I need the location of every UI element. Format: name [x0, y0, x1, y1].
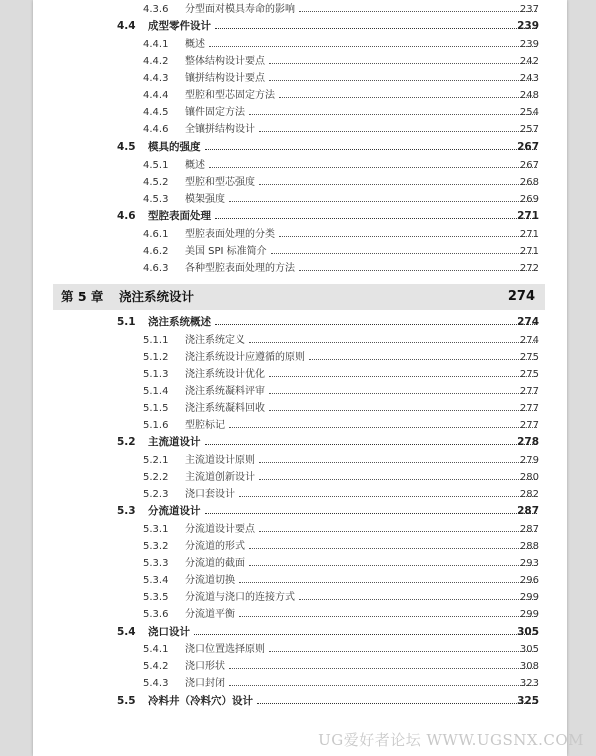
entry-page: 293	[519, 558, 539, 569]
entry-title: 概述	[185, 157, 209, 174]
entry-title: 分流道与浇口的连接方式	[185, 589, 299, 606]
entry-page: 288	[519, 541, 539, 552]
entry-number: 5.2.3	[143, 489, 169, 500]
toc-entry	[33, 486, 567, 503]
entry-page: 242	[519, 56, 539, 67]
entry-page: 308	[519, 661, 539, 672]
entry-page: 271	[519, 229, 539, 240]
entry-page: 299	[519, 592, 539, 603]
toc-entry	[33, 104, 567, 121]
entry-title: 浇口套设计	[185, 486, 239, 503]
entry-title: 镶件固定方法	[185, 104, 249, 121]
toc-section	[33, 693, 567, 710]
entry-number: 4.4.6	[143, 124, 169, 135]
entry-number: 5.2	[117, 436, 136, 448]
toc-entry	[33, 1, 567, 18]
entry-title: 整体结构设计要点	[185, 53, 269, 70]
entry-page: 277	[519, 420, 539, 431]
toc-entry	[33, 589, 567, 606]
entry-page: 323	[519, 678, 539, 689]
toc-entry	[33, 417, 567, 434]
entry-page: 254	[519, 107, 539, 118]
entry-page: 248	[519, 90, 539, 101]
toc-entry	[33, 606, 567, 623]
entry-title: 镶拼结构设计要点	[185, 70, 269, 87]
entry-page: 243	[519, 73, 539, 84]
entry-title: 模架强度	[185, 191, 229, 208]
entry-page: 278	[517, 436, 539, 448]
entry-page: 282	[519, 489, 539, 500]
toc-entry	[33, 469, 567, 486]
entry-page: 272	[519, 263, 539, 274]
entry-number: 5.1.4	[143, 386, 169, 397]
entry-title: 冷料井（冷料穴）设计	[148, 693, 257, 710]
entry-page: 271	[519, 246, 539, 257]
entry-page: 267	[517, 141, 539, 153]
entry-title: 浇注系统定义	[185, 332, 249, 349]
toc-entry	[33, 538, 567, 555]
entry-page: 269	[519, 194, 539, 205]
toc-entry	[33, 260, 567, 277]
chapter-title: 浇注系统设计	[119, 289, 195, 304]
toc-entry	[33, 191, 567, 208]
entry-number: 5.4.1	[143, 644, 169, 655]
entry-page: 296	[519, 575, 539, 586]
entry-number: 5.3.4	[143, 575, 169, 586]
toc-entry	[33, 383, 567, 400]
entry-title: 分型面对模具寿命的影响	[185, 1, 299, 18]
entry-title: 分流道设计	[148, 503, 205, 520]
toc-entry	[33, 555, 567, 572]
entry-number: 4.6.3	[143, 263, 169, 274]
entry-page: 287	[519, 524, 539, 535]
entry-page: 277	[519, 403, 539, 414]
toc-entry	[33, 87, 567, 104]
toc-entry	[33, 641, 567, 658]
entry-page: 299	[519, 609, 539, 620]
toc-section	[33, 314, 567, 331]
entry-number: 5.5	[117, 695, 136, 707]
entry-number: 5.4	[117, 626, 136, 638]
entry-page: 237	[519, 4, 539, 15]
toc-entry	[33, 36, 567, 53]
toc-entry	[33, 366, 567, 383]
entry-title: 型腔表面处理的分类	[185, 226, 279, 243]
entry-title: 浇注系统概述	[148, 314, 215, 331]
toc-entry	[33, 658, 567, 675]
toc-section	[33, 434, 567, 451]
entry-number: 4.3.6	[143, 4, 169, 15]
entry-page: 274	[519, 335, 539, 346]
entry-page: 271	[517, 210, 539, 222]
entry-page: 305	[519, 644, 539, 655]
toc-entry	[33, 400, 567, 417]
entry-number: 4.4	[117, 20, 136, 32]
entry-title: 浇口封闭	[185, 675, 229, 692]
entry-number: 5.3.3	[143, 558, 169, 569]
entry-number: 5.3.6	[143, 609, 169, 620]
toc-section	[33, 139, 567, 156]
entry-number: 5.3.5	[143, 592, 169, 603]
toc-entry	[33, 675, 567, 692]
toc-section	[33, 208, 567, 225]
entry-number: 4.4.2	[143, 56, 169, 67]
entry-number: 5.3.2	[143, 541, 169, 552]
watermark: UG爱好者论坛 WWW.UGSNX.COM	[318, 731, 584, 749]
entry-page: 305	[517, 626, 539, 638]
entry-title: 浇口设计	[148, 624, 194, 641]
entry-title: 型腔标记	[185, 417, 229, 434]
entry-number: 4.5	[117, 141, 136, 153]
entry-title: 型腔表面处理	[148, 208, 215, 225]
toc-entry	[33, 174, 567, 191]
entry-number: 4.4.1	[143, 39, 169, 50]
entry-title: 全镶拼结构设计	[185, 121, 259, 138]
toc-page	[33, 0, 567, 756]
entry-page: 275	[519, 369, 539, 380]
entry-page: 279	[519, 455, 539, 466]
toc-entry	[33, 572, 567, 589]
chapter-number: 第 5 章	[61, 289, 104, 304]
entry-page: 268	[519, 177, 539, 188]
entry-title: 型腔和型芯固定方法	[185, 87, 279, 104]
entry-title: 概述	[185, 36, 209, 53]
entry-title: 分流道设计要点	[185, 521, 259, 538]
entry-page: 275	[519, 352, 539, 363]
entry-title: 分流道的形式	[185, 538, 249, 555]
entry-title: 浇注系统设计优化	[185, 366, 269, 383]
toc-entry	[33, 226, 567, 243]
entry-title: 浇注系统凝料评审	[185, 383, 269, 400]
entry-number: 5.4.3	[143, 678, 169, 689]
entry-number: 5.3.1	[143, 524, 169, 535]
entry-page: 274	[517, 316, 539, 328]
entry-page: 277	[519, 386, 539, 397]
entry-title: 型腔和型芯强度	[185, 174, 259, 191]
toc-entry	[33, 349, 567, 366]
entry-number: 4.5.2	[143, 177, 169, 188]
toc-entry	[33, 121, 567, 138]
entry-number: 5.2.1	[143, 455, 169, 466]
entry-title: 各种型腔表面处理的方法	[185, 260, 299, 277]
entry-page: 239	[517, 20, 539, 32]
toc-entry	[33, 70, 567, 87]
chapter-heading	[53, 284, 545, 310]
entry-page: 239	[519, 39, 539, 50]
entry-number: 5.1.3	[143, 369, 169, 380]
entry-number: 5.1.1	[143, 335, 169, 346]
entry-title: 成型零件设计	[148, 18, 215, 35]
entry-page: 325	[517, 695, 539, 707]
entry-title: 模具的强度	[148, 139, 205, 156]
entry-number: 4.6	[117, 210, 136, 222]
toc-section	[33, 503, 567, 520]
entry-number: 5.4.2	[143, 661, 169, 672]
entry-title: 浇口位置选择原则	[185, 641, 269, 658]
entry-number: 4.5.1	[143, 160, 169, 171]
entry-number: 5.1.5	[143, 403, 169, 414]
entry-number: 5.1	[117, 316, 136, 328]
chapter-page: 274	[507, 289, 535, 304]
entry-title: 主流道设计	[148, 434, 205, 451]
entry-page: 267	[519, 160, 539, 171]
entry-number: 4.4.3	[143, 73, 169, 84]
entry-number: 5.1.6	[143, 420, 169, 431]
entry-number: 4.6.2	[143, 246, 169, 257]
toc-entry	[33, 452, 567, 469]
entry-title: 美国 SPI 标准简介	[185, 243, 271, 260]
entry-number: 4.4.4	[143, 90, 169, 101]
entry-page: 257	[519, 124, 539, 135]
entry-page: 280	[519, 472, 539, 483]
entry-title: 分流道切换	[185, 572, 239, 589]
entry-title: 主流道设计原则	[185, 452, 259, 469]
entry-number: 5.1.2	[143, 352, 169, 363]
entry-title: 浇口形状	[185, 658, 229, 675]
toc-section	[33, 624, 567, 641]
toc-entry	[33, 521, 567, 538]
entry-title: 浇注系统凝料回收	[185, 400, 269, 417]
entry-page: 287	[517, 505, 539, 517]
toc-section	[33, 18, 567, 35]
entry-number: 4.6.1	[143, 229, 169, 240]
entry-number: 5.2.2	[143, 472, 169, 483]
toc-entry	[33, 157, 567, 174]
entry-title: 分流道平衡	[185, 606, 239, 623]
toc-entry	[33, 332, 567, 349]
entry-number: 4.4.5	[143, 107, 169, 118]
entry-title: 浇注系统设计应遵循的原则	[185, 349, 309, 366]
entry-number: 5.3	[117, 505, 136, 517]
entry-title: 主流道创新设计	[185, 469, 259, 486]
entry-number: 4.5.3	[143, 194, 169, 205]
entry-title: 分流道的截面	[185, 555, 249, 572]
toc-entry	[33, 243, 567, 260]
toc-entry	[33, 53, 567, 70]
